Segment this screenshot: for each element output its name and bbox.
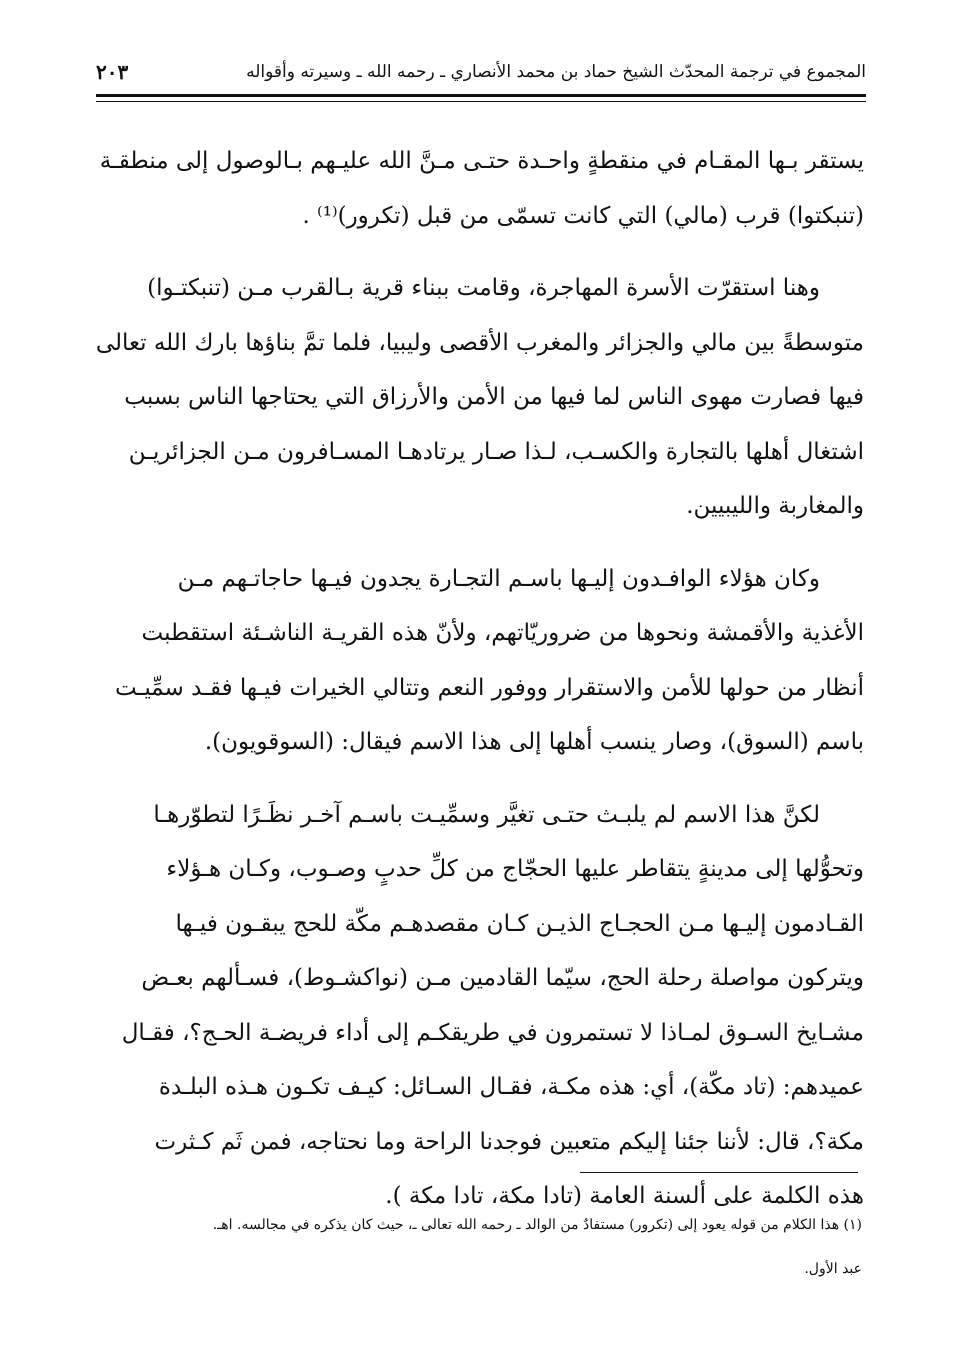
paragraph: وكان هؤلاء الوافـدون إليـها باسـم التجـارة يجدون فيـها حاجاتـهم مـن الأغذية والأقمشة ونحوها من ضروريّاتهم، ولأنّ هذه القريـة الناشـئة استقطبت أنظار من حولها للأمن والاستقرار ووفور النعم وتتالي الخيرات فيـها فقـد سمِّيـت باسم (السوق)، وصار ينسب أهلها إلى هذا الاسم فيقال: (السوقويون). [115,565,864,755]
footnote-separator [580,1172,858,1173]
paragraph: لكنَّ هذا الاسم لم يلبـث حتـى تغيَّر وسمِّيـت باسـم آخـر نظَـرًا لتطوّرهـا وتحوُّلها إلى مدينةٍ يتقاطر عليها الحجّاج من كلِّ حدبٍ وصـوب، وكـان هـؤلاء القـادمون إليـها مـن الحجـاج الذيـن كـان مقصدهـم مكّة للحج يبقـون فيـها ويتركون مواصلة رحلة الحج، سيّما القادمين مـن (نواكشـوط)، فسـألهم بعـض مشـايخ السـوق لمـاذا لا تستمرون في طريقكـم إلى أداء فريضـة الحـج؟، فقـال عميدهم: (تاد مكّة)، أي: هذه مكـة، فقـال السـائل: كيـف تكـون هـذه البلـدة مكة؟، قال: لأننا جئنا إليكم متعبين فوجدنا الراحة وما نحتاجه، فمن ثَم كـثرت هذه الكلمة على ألسنة العامة (تادا مكة، تادا مكة ). [121,801,864,1209]
running-header [96,52,866,92]
footnote: (١) هذا الكلام من قوله يعود إلى (تكرور) مستفادٌ من الوالد ـ رحمه الله تعالى ـ، حيث كان يذكره في مجالسه. اهـ. عبد الأول. [212,1217,862,1277]
header-rule-thin [96,101,866,102]
main-text [92,134,864,1224]
header-rule-thick [96,94,866,97]
book-title: المجموع في ترجمة المحدّث الشيخ حماد بن محمد الأنصاري ـ رحمه الله ـ وسيرته وأقواله [246,62,866,82]
page-number: ٢٠٣ [96,60,129,84]
paragraph: يستقر بـها المقـام في منقطةٍ واحـدة حتـى مـنَّ الله عليـهم بـالوصول إلى منطقـة (تنبكتوا) قرب (مالي) التي كانت تسمّى من قبل (تكرور)⁽¹⁾ . [99,148,864,229]
paragraph: وهنا استقرّت الأسرة المهاجرة، وقامت ببناء قرية بـالقرب مـن (تنبكتـوا) متوسطةً بين مالي والجزائر والمغرب الأقصى وليبيا، فلما تمَّ بناؤها بارك الله تعالى فيها فصارت مهوى الناس لما فيها من الأمن والأرزاق التي يحتاجها الناس بسبب اشتغال أهلها بالتجارة والكسـب، لـذا صـار يرتادهـا المسـافرون مـن الجزائريـن والمغاربة والليبيين. [95,275,864,519]
